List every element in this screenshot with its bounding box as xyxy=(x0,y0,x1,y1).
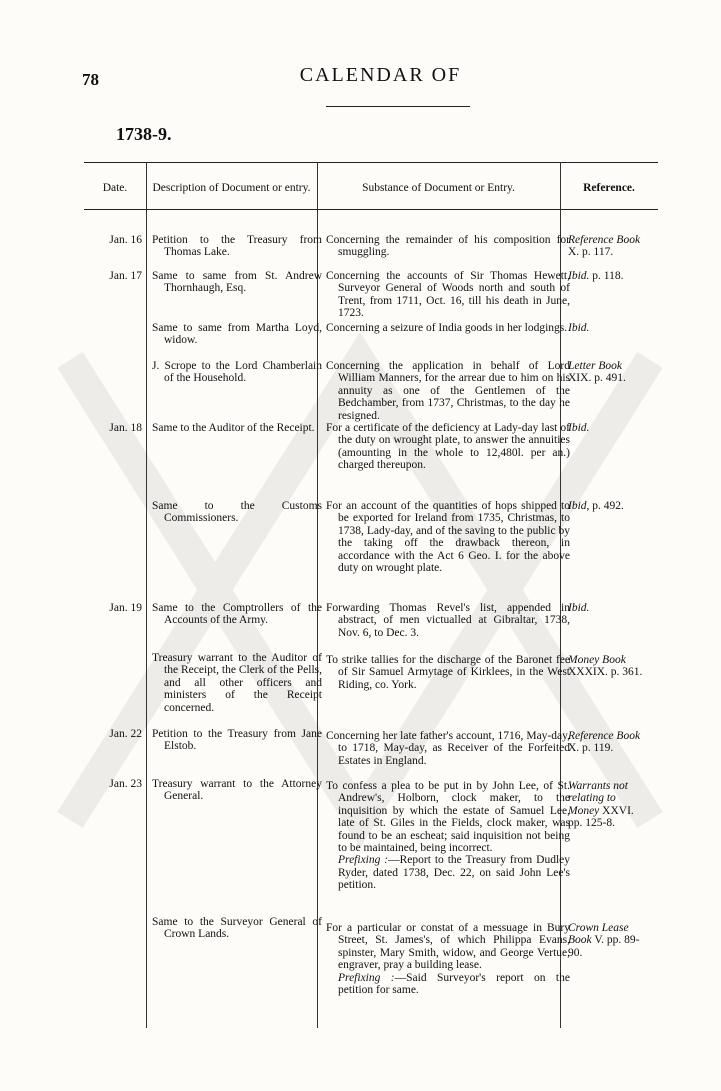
running-head: CALENDAR OF xyxy=(299,64,462,86)
row-reference xyxy=(568,360,648,385)
reference-detail: p. 492. xyxy=(592,500,624,512)
table-top-rule xyxy=(84,162,658,163)
row-description: Same to the Surveyor General of Crown Lands. xyxy=(152,916,322,941)
reference-label: Ibid, xyxy=(568,500,590,512)
row-date: Jan. 19 xyxy=(109,602,142,614)
row-reference xyxy=(568,602,648,614)
reference-detail: X. p. 117. xyxy=(568,246,614,259)
row-reference xyxy=(568,922,648,959)
row-date: Jan. 22 xyxy=(109,728,142,740)
row-substance: For an account of the quantities of hops shipped to be exported for Ireland from 1735, Christmas, to 1738, Lady-day, and of the saving to the public by the taking off the drawback thereon, in accordance with the Act 6 Geo. I. for the above duty on wrought plate. xyxy=(326,500,570,575)
year-heading: 1738-9. xyxy=(116,124,172,144)
row-substance: To strike tallies for the discharge of the Baronet fee of Sir Samuel Armytage of Kirklees, in the West Riding, co. York. xyxy=(326,654,570,691)
row-description: Same to the Customs Commissioners. xyxy=(152,500,322,525)
column-header-description: Description of Document or entry. xyxy=(152,181,311,194)
row-reference xyxy=(568,654,648,679)
row-description: J. Scrope to the Lord Chamberlain of the Household. xyxy=(152,360,322,385)
row-reference xyxy=(568,422,648,434)
row-substance: Concerning a seizure of India goods in her lodgings. xyxy=(326,322,568,334)
row-substance xyxy=(326,780,570,892)
reference-label: Ibid. xyxy=(568,322,590,334)
row-reference xyxy=(568,500,648,512)
prefix-text: —Said Surveyor's report on the petition for same. xyxy=(338,971,570,997)
column-header-substance: Substance of Document or Entry. xyxy=(362,181,515,194)
column-divider xyxy=(146,162,147,1028)
reference-label: Money Book xyxy=(568,654,626,666)
reference-label: Ibid. xyxy=(568,602,590,614)
row-reference xyxy=(568,270,648,282)
row-reference xyxy=(568,322,648,334)
substance-text: To confess a plea to be put in by John Lee, of St. Andrew's, Holborn, clock maker, to the inquisition by which the estate of Samuel Lee, late of St. Giles in the Fields, clock maker, was found to be an escheat; said inquisition not being to be maintained, being incorrect. xyxy=(326,780,570,855)
row-date: Jan. 18 xyxy=(109,422,142,434)
reference-label: Reference Book xyxy=(568,730,641,742)
reference-detail: X. p. 119. xyxy=(568,742,614,755)
reference-label: Crown Lease Book xyxy=(568,922,629,947)
page-number: 78 xyxy=(82,70,99,89)
row-reference xyxy=(568,234,648,259)
row-date: Jan. 16 xyxy=(109,234,142,246)
row-reference xyxy=(568,730,648,755)
reference-detail: p. 118. xyxy=(592,270,624,282)
header-rule xyxy=(84,209,658,210)
row-substance xyxy=(326,922,570,996)
row-date: Jan. 17 xyxy=(109,270,142,282)
reference-detail: V. pp. 89-90. xyxy=(568,934,640,959)
row-description: Same to the Auditor of the Receipt. xyxy=(152,422,315,434)
row-description: Petition to the Treasury from Jane Elstob. xyxy=(152,728,322,753)
row-description: Petition to the Treasury from Thomas Lake. xyxy=(152,234,322,259)
prefix-text: —Report to the Treasury from Dudley Ryder, dated 1738, Dec. 22, on said John Lee's petition. xyxy=(338,854,570,892)
row-description: Same to the Comptrollers of the Accounts of the Army. xyxy=(152,602,322,627)
row-description: Treasury warrant to the Auditor of the Receipt, the Clerk of the Pells, and all other officers and ministers of the Receipt concerned. xyxy=(152,652,322,714)
prefix-label: Prefixing : xyxy=(338,971,395,984)
reference-label: Ibid. xyxy=(568,422,590,434)
row-substance: Concerning her late father's account, 1716, May-day, to 1718, May-day, as Receiver of the Forfeited Estates in England. xyxy=(326,730,570,767)
head-rule xyxy=(326,106,470,107)
reference-label: Letter Book xyxy=(568,360,622,372)
reference-label: Reference Book xyxy=(568,234,641,246)
row-description: Treasury warrant to the Attorney General. xyxy=(152,778,322,803)
substance-text: For a particular or constat of a messuage in Bury Street, St. James's, of which Philippa Evans, spinster, Mary Smith, widow, and George Vertue, engraver, pray a building lease. xyxy=(326,922,570,972)
row-description: Same to same from St. Andrew Thornhaugh, Esq. xyxy=(152,270,322,295)
calendar-table xyxy=(84,162,658,1028)
row-substance: For a certificate of the deficiency at Lady-day last of the duty on wrought plate, to answer the annuities (amounting in the whole to 12,480l. per an.) charged thereupon. xyxy=(326,422,570,472)
reference-detail: XIX. p. 491. xyxy=(568,372,626,385)
prefix-label: Prefixing : xyxy=(338,854,389,867)
column-header-reference: Reference. xyxy=(583,181,635,194)
row-substance: Concerning the remainder of his composition for smuggling. xyxy=(326,234,570,259)
reference-label: Warrants not relating to Money xyxy=(568,780,628,817)
reference-detail: XXVI. pp. 125-8. xyxy=(568,804,634,830)
reference-detail: XXXIX. p. 361. xyxy=(568,666,643,679)
reference-label: Ibid. xyxy=(568,270,590,282)
row-date: Jan. 23 xyxy=(109,778,142,790)
row-substance: Concerning the application in behalf of Lord William Manners, for the arrear due to him on his annuity as one of the Gentlemen of the Bedchamber, from 1737, Christmas, to the day he resigned. xyxy=(326,360,570,422)
row-substance: Concerning the accounts of Sir Thomas Hewett, Surveyor General of Woods north and south of Trent, from 1711, Oct. 16, till his death in June, 1723. xyxy=(326,270,570,320)
row-substance: Forwarding Thomas Revel's list, appended in abstract, of men victualled at Gibraltar, 1738, Nov. 6, to Dec. 3. xyxy=(326,602,570,639)
column-header-date: Date. xyxy=(102,181,128,194)
row-reference xyxy=(568,780,648,830)
row-description: Same to same from Martha Loyd, widow. xyxy=(152,322,322,347)
